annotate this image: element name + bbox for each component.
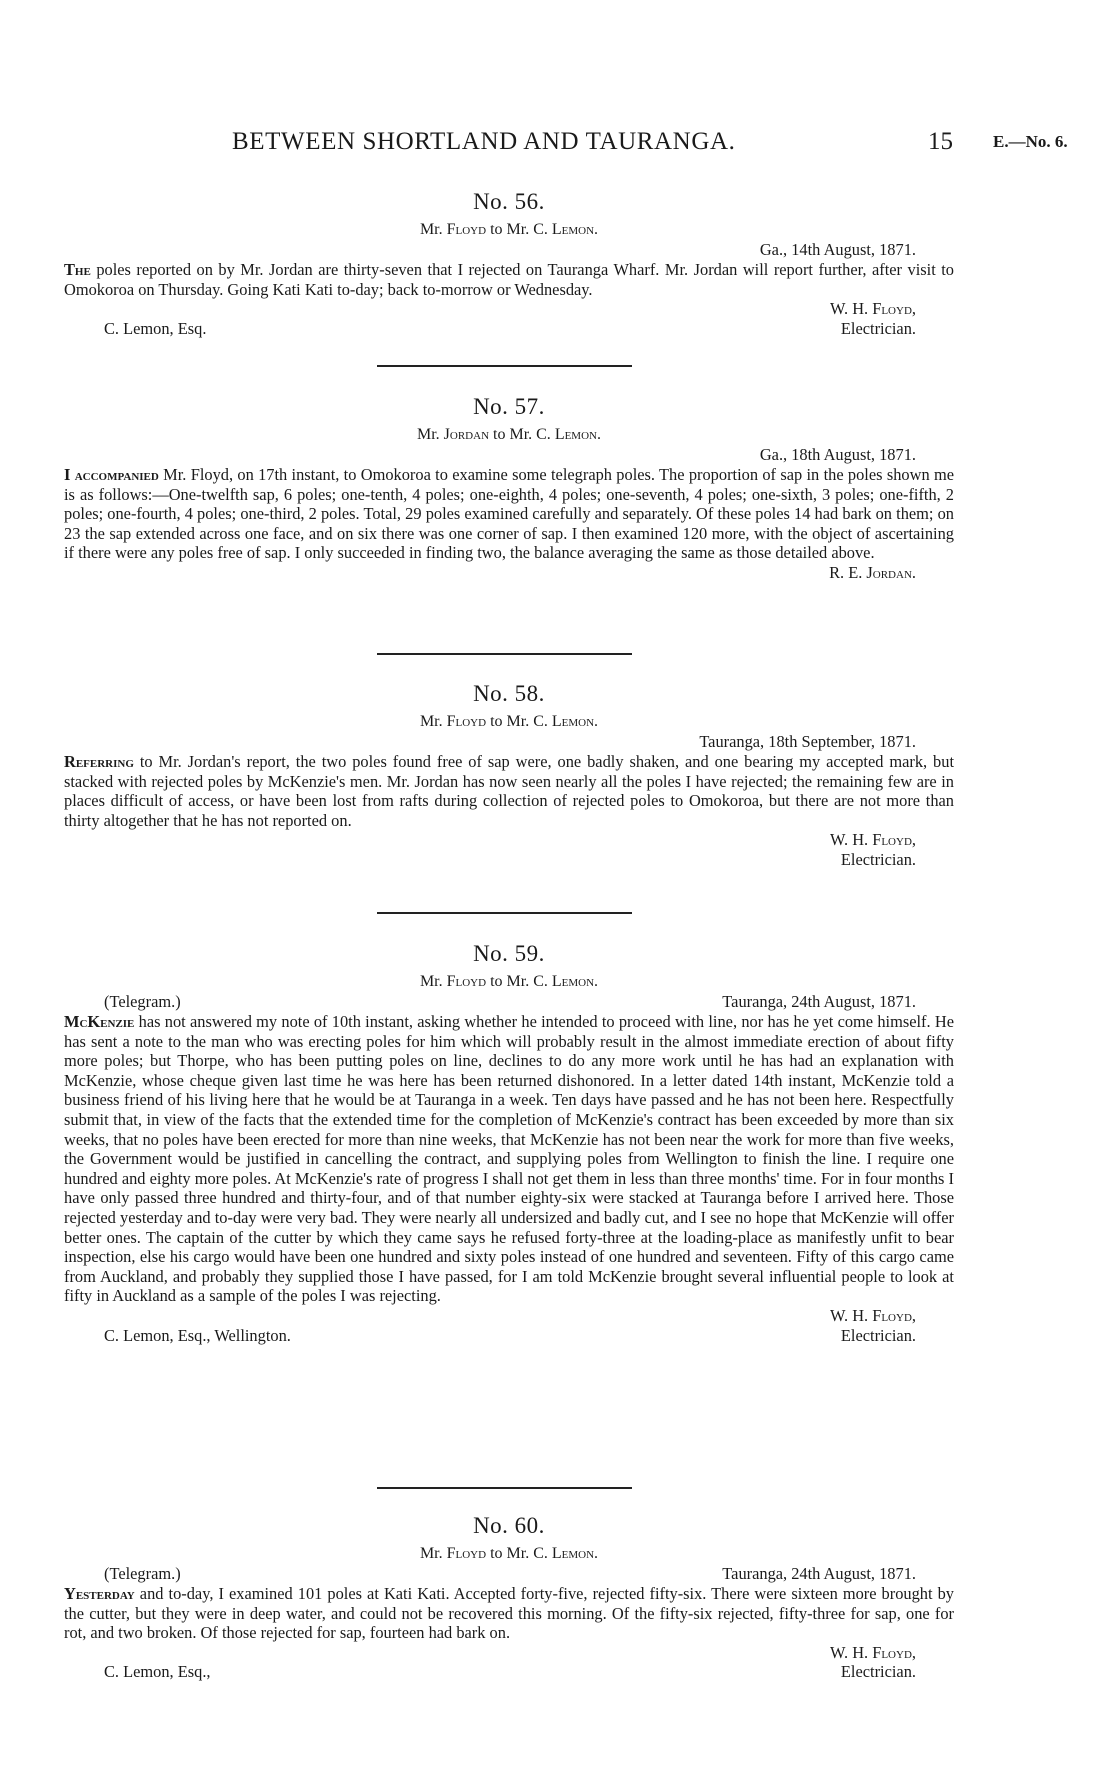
letter-from-to: Mr. Jordan to Mr. C. Lemon. (417, 426, 601, 443)
page-number: 15 (928, 128, 953, 155)
letter-58 (64, 680, 954, 870)
page-header (0, 128, 1114, 162)
letter-addressee: C. Lemon, Esq., (104, 1662, 211, 1682)
letter-dateline: Ga., 14th August, 1871. (759, 240, 916, 259)
letter-57 (64, 393, 954, 583)
letter-lead-word: The (64, 260, 91, 279)
letter-number: No. 57. (473, 394, 545, 419)
letter-body: McKenzie has not answered my note of 10th instant, asking whether he intended to proceed with line, nor has he yet come himself. He has sent a note to the man who was erecting poles for him which will probably result in the almost immediate erection of about fifty more poles; but Thorpe, who has been putting poles on line, declines to do any more work until he has had an explanation with McKenzie, whose cheque given last time he was here has been returned dishonored. In a letter dated 14th instant, McKenzie told a business friend of his living here that he would be at Tauranga in a week. Ten days have passed and he has not been here. Respectfully submit that, in view of the facts that the extended time for the completion of McKenzie's contract has been exceeded by more than six weeks, that no poles have been erected for more than nine weeks, that McKenzie has not been near the work for more than five weeks, the Government would be justified in cancelling the contract, and supplying poles from Wellington to finish the line. I require one hundred and eighty more poles. At McKenzie's rate of progress I shall not get them in less than three months' time. For in four months I have only passed three hundred and thirty-four, and of that number eighty-six were stacked at Tauranga before I arrived here. Those rejected yesterday and to-day were very bad. They were nearly all undersized and badly cut, and I see no hope that McKenzie will offer better ones. The captain of the cutter by which they came says he refused forty-three at the loading-place as manifestly unfit to bear inspection, else his cargo would have been one hundred and sixty poles instead of one hundred and seventeen. Fifty of this cargo came from Auckland, and probably they supplied those I have passed, for I am told McKenzie brought several influential people to look at fifty in Auckland as a sample of the poles I was rejecting. (64, 1012, 954, 1306)
letter-meta-row (64, 732, 954, 752)
letter-number: No. 60. (473, 1513, 545, 1538)
letter-body: The poles reported on by Mr. Jordan are thirty-seven that I rejected on Tauranga Wharf. Mr. Jordan will report further, after visit to Omokoroa on Thursday. Going Kati Kati to-day; back to-morrow or Wednesday. (64, 260, 954, 299)
signature-name: W. H. Floyd, (830, 1305, 916, 1325)
letter-meta-row (64, 1564, 954, 1584)
letter-number: No. 56. (473, 189, 545, 214)
section-divider (377, 1487, 632, 1489)
letter-meta-row (64, 240, 954, 260)
letter-dateline: Tauranga, 18th September, 1871. (699, 732, 916, 751)
signature-name: W. H. Floyd, (830, 299, 916, 319)
letter-body: Yesterday and to-day, I examined 101 poles at Kati Kati. Accepted forty-five, rejected fifty-six. There were sixteen more brought by the cutter, but they were in deep water, and could not be recovered this morning. Of the fifty-six rejected, fifty-three for sap, one for rot, and two broken. Of those rejected for sap, fourteen had bark on. (64, 1584, 954, 1643)
signature-role: Electrician. (840, 318, 916, 338)
letter-from-to: Mr. Floyd to Mr. C. Lemon. (419, 221, 599, 238)
letter-addressee: C. Lemon, Esq., Wellington. (104, 1325, 291, 1345)
letter-from-to: Mr. Floyd to Mr. C. Lemon. (419, 1545, 599, 1562)
letter-lead-word: Yesterday (64, 1584, 135, 1603)
letter-from-to: Mr. Floyd to Mr. C. Lemon. (419, 973, 599, 990)
letter-signature-block (64, 1643, 954, 1682)
signature-name: W. H. Floyd, (830, 830, 916, 850)
letter-dateline: Tauranga, 24th August, 1871. (722, 1564, 916, 1583)
letter-signature-block (64, 830, 954, 869)
signature-role: Electrician. (840, 849, 916, 869)
letter-signature-block (64, 299, 954, 338)
letter-body: I accompanied Mr. Floyd, on 17th instant, to Omokoroa to examine some telegraph poles. The proportion of sap in the poles shown me is as follows:—One-twelfth sap, 6 poles; one-tenth, 4 poles; one-eighth, 4 poles; one-seventh, 4 poles; one-sixth, 3 poles; one-fifth, 2 poles; one-fourth, 4 poles; one-third, 2 poles. Total, 29 poles examined carefully and separately. Of these poles 14 had bark on them; on 23 the sap extended across one face, and on six there was one corner of sap. I then examined 120 more, with the object of ascertaining if there were any poles free of sap. I only succeeded in finding two, the balance averaging the same as those detailed above. (64, 465, 954, 563)
letter-addressee: C. Lemon, Esq. (104, 318, 207, 338)
signature-role: Electrician. (840, 1325, 916, 1345)
letter-dateline: Tauranga, 24th August, 1871. (722, 992, 916, 1011)
letter-lead-word: McKenzie (64, 1012, 135, 1031)
letter-tag: (Telegram.) (104, 992, 181, 1011)
letter-meta-row (64, 992, 954, 1012)
letter-signature-block (64, 563, 954, 583)
letter-60 (64, 1512, 954, 1682)
signature-name: W. H. Floyd, (830, 1642, 916, 1662)
section-divider (377, 365, 632, 367)
running-title: BETWEEN SHORTLAND AND TAURANGA. (232, 128, 736, 155)
letter-from-to: Mr. Floyd to Mr. C. Lemon. (419, 713, 599, 730)
letter-59 (64, 940, 954, 1345)
letter-number: No. 58. (473, 681, 545, 706)
letter-meta-row (64, 445, 954, 465)
signature-name: R. E. Jordan. (829, 562, 916, 582)
letter-56 (64, 188, 954, 338)
letter-tag: (Telegram.) (104, 1564, 181, 1583)
letter-dateline: Ga., 18th August, 1871. (759, 445, 916, 464)
letter-signature-block (64, 1306, 954, 1345)
letter-lead-word: Referring (64, 752, 134, 771)
section-divider (377, 912, 632, 914)
signature-role: Electrician. (840, 1662, 916, 1682)
letter-body: Referring to Mr. Jordan's report, the two poles found free of sap were, one badly shaken, and one bearing my accepted mark, but stacked with rejected poles by McKenzie's men. Mr. Jordan has now seen nearly all the poles I have rejected; the remaining few are in places difficult of access, or have been lost from rafts during collection of rejected poles to Omokoroa, but there are not more than thirty altogether that he has not reported on. (64, 752, 954, 830)
letter-number: No. 59. (473, 941, 545, 966)
letter-lead-word: I accompanied (64, 465, 159, 484)
document-reference: E.—No. 6. (993, 132, 1068, 151)
section-divider (377, 653, 632, 655)
